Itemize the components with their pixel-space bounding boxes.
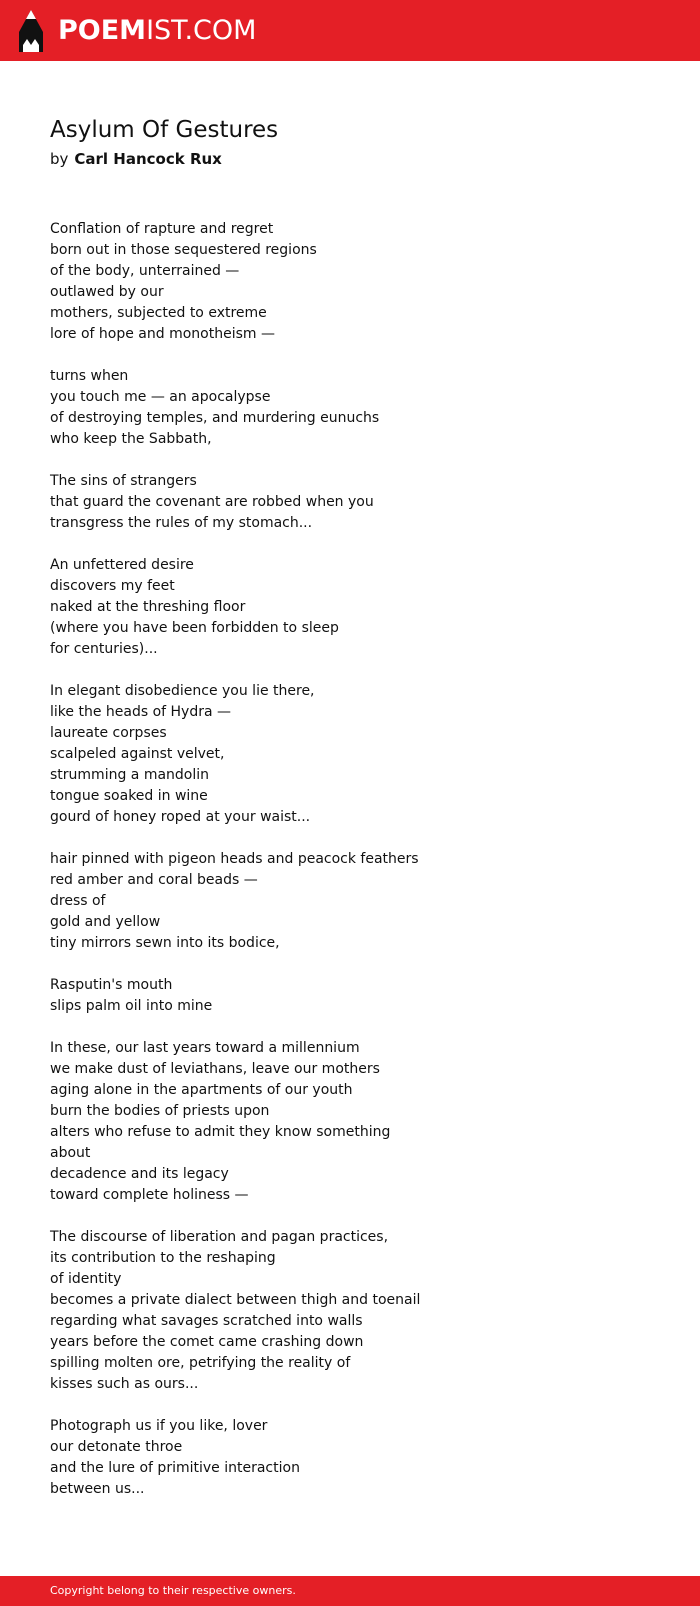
poem-line: between us... [50, 1481, 145, 1497]
poem-line: mothers, subjected to extreme [50, 305, 267, 321]
poem-line: for centuries)... [50, 641, 158, 657]
poem-line: gourd of honey roped at your waist... [50, 809, 311, 825]
byline [50, 149, 222, 169]
poem-line: An unfettered desire [50, 557, 194, 573]
poem-line: gold and yellow [50, 914, 161, 930]
poem-line: about [50, 1145, 91, 1161]
poem-line: naked at the threshing floor [50, 599, 246, 615]
poem-line: In these, our last years toward a millennium [50, 1040, 360, 1056]
poem-line: born out in those sequestered regions [50, 242, 317, 258]
poem-line: scalpeled against velvet, [50, 746, 225, 762]
poem-line: aging alone in the apartments of our youth [50, 1082, 353, 1098]
poem-line: red amber and coral beads — [50, 872, 258, 888]
poem-line: tiny mirrors sewn into its bodice, [50, 935, 280, 951]
poem-line: you touch me — an apocalypse [50, 389, 271, 405]
top-bar [0, 0, 700, 61]
poem-stanza [50, 849, 650, 954]
poem-line: turns when [50, 368, 129, 384]
poem-line: In elegant disobedience you lie there, [50, 683, 315, 699]
copyright-text: Copyright belong to their respective owners. [50, 1584, 296, 1597]
poem-line: transgress the rules of my stomach... [50, 515, 313, 531]
poem-line: toward complete holiness — [50, 1187, 249, 1203]
poem-line: becomes a private dialect between thigh and toenail [50, 1292, 421, 1308]
poem-line: of destroying temples, and murdering eunuchs [50, 410, 380, 426]
poem-stanza [50, 555, 650, 660]
poem-title: Asylum Of Gestures [50, 117, 279, 143]
poem-stanza [50, 975, 650, 1017]
poem-line: discovers my feet [50, 578, 175, 594]
site-logo-link[interactable] [18, 0, 256, 61]
site-logo-text [58, 17, 256, 44]
poem-line: Photograph us if you like, lover [50, 1418, 268, 1434]
poem-line: lore of hope and monotheism — [50, 326, 275, 342]
poem-line: Rasputin's mouth [50, 977, 173, 993]
poem-line: its contribution to the reshaping [50, 1250, 276, 1266]
poem-line: (where you have been forbidden to sleep [50, 620, 339, 636]
poem-line: slips palm oil into mine [50, 998, 213, 1014]
poem-line: decadence and its legacy [50, 1166, 229, 1182]
poem-line: burn the bodies of priests upon [50, 1103, 270, 1119]
poem-stanza [50, 1227, 650, 1395]
poem-body [50, 219, 650, 1521]
poem-line: that guard the covenant are robbed when you [50, 494, 374, 510]
poem-line: hair pinned with pigeon heads and peacock feathers [50, 851, 419, 867]
poem-line: alters who refuse to admit they know something [50, 1124, 391, 1140]
poem-line: Conflation of rapture and regret [50, 221, 274, 237]
poem-line: like the heads of Hydra — [50, 704, 232, 720]
poem-line: years before the comet came crashing down [50, 1334, 364, 1350]
poem-line: and the lure of primitive interaction [50, 1460, 300, 1476]
poem-line: we make dust of leviathans, leave our mothers [50, 1061, 380, 1077]
poem-stanza [50, 1038, 650, 1206]
poem-line: The discourse of liberation and pagan practices, [50, 1229, 389, 1245]
poem-line: outlawed by our [50, 284, 164, 300]
poem-stanza [50, 366, 650, 450]
poem-stanza [50, 681, 650, 828]
poem-line: of the body, unterrained — [50, 263, 240, 279]
poem-line: regarding what savages scratched into walls [50, 1313, 363, 1329]
pencil-icon [18, 9, 44, 53]
poem-line: spilling molten ore, petrifying the reality of [50, 1355, 351, 1371]
poem-line: who keep the Sabbath, [50, 431, 212, 447]
poem-stanza [50, 1416, 650, 1500]
footer [0, 1576, 700, 1606]
poem-line: dress of [50, 893, 106, 909]
poem-line: of identity [50, 1271, 122, 1287]
poem-line: laureate corpses [50, 725, 167, 741]
poem-stanza [50, 219, 650, 345]
poem-line: kisses such as ours... [50, 1376, 199, 1392]
poem-line: tongue soaked in wine [50, 788, 208, 804]
by-label: by [50, 150, 69, 168]
poem-line: our detonate throe [50, 1439, 183, 1455]
author-link[interactable]: Carl Hancock Rux [74, 150, 222, 168]
logo-light-text: IST.COM [146, 15, 257, 46]
poem-line: The sins of strangers [50, 473, 197, 489]
poem-stanza [50, 471, 650, 534]
logo-bold-text: POEM [58, 15, 147, 46]
poem-line: strumming a mandolin [50, 767, 210, 783]
